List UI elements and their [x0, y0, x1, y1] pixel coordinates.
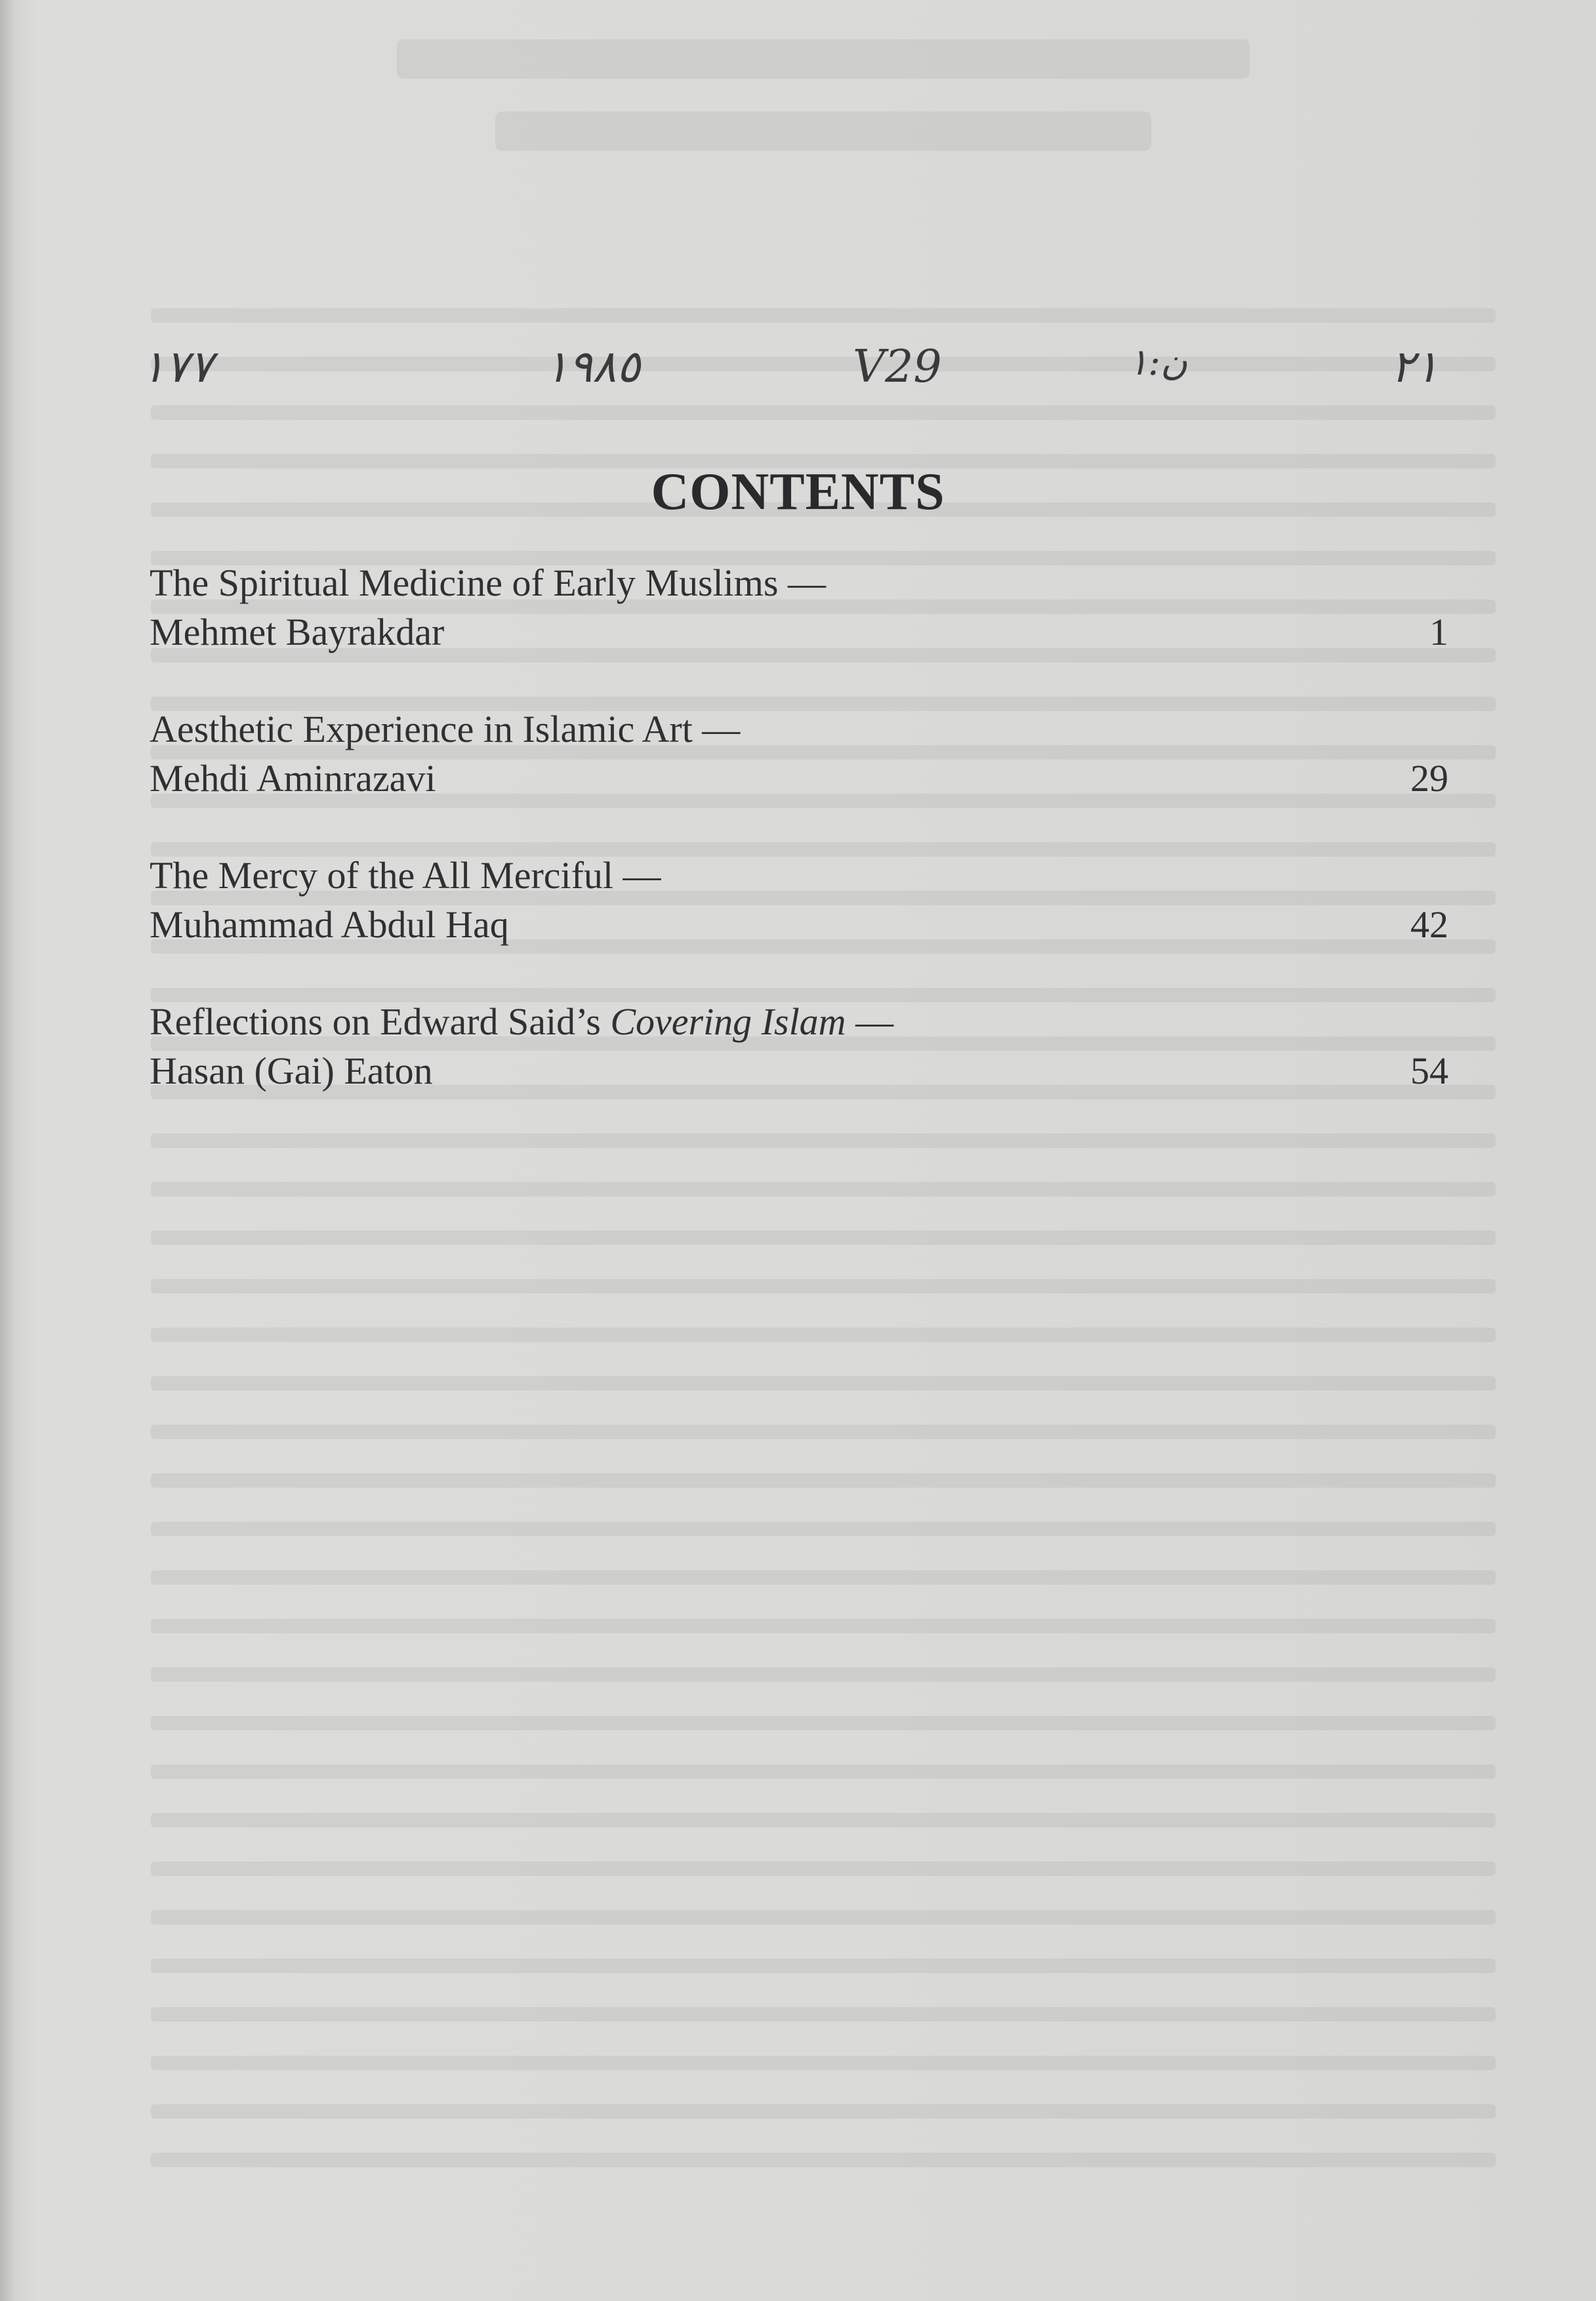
toc-entry	[150, 707, 1448, 853]
handwritten-note: ٢١	[1391, 341, 1439, 393]
toc-entry-title	[150, 853, 661, 897]
handwritten-note: ١٩٨٥	[544, 341, 641, 393]
title-text: Reflections on Edward Said’s	[150, 1000, 611, 1043]
show-through-text	[151, 39, 1496, 184]
toc-entry	[150, 853, 1448, 1000]
toc-entry-title	[150, 561, 826, 605]
handwritten-note: V29	[853, 341, 942, 393]
handwritten-annotation	[0, 341, 1596, 420]
table-of-contents	[150, 561, 1448, 1146]
toc-entry-page: 54	[1410, 1049, 1448, 1092]
title-text: Aesthetic Experience in Islamic Art —	[150, 708, 741, 750]
title-italic-text: Covering Islam	[610, 1000, 846, 1043]
handwritten-note: ن:١	[1128, 341, 1188, 384]
contents-heading: CONTENTS	[651, 463, 945, 521]
toc-entry-page: 42	[1410, 903, 1448, 946]
toc-entry-title	[150, 1000, 893, 1044]
toc-entry-page: 1	[1429, 611, 1448, 653]
title-text: The Mercy of the All Merciful —	[150, 854, 661, 897]
toc-entry-author: Muhammad Abdul Haq	[150, 903, 509, 946]
title-suffix-text: —	[846, 1000, 894, 1043]
toc-entry	[150, 561, 1448, 707]
toc-entry-page: 29	[1410, 757, 1448, 800]
toc-entry-author: Hasan (Gai) Eaton	[150, 1049, 433, 1092]
title-text: The Spiritual Medicine of Early Muslims —	[150, 561, 826, 604]
toc-entry	[150, 1000, 1448, 1146]
toc-entry-author: Mehmet Bayrakdar	[150, 611, 445, 653]
toc-entry-author: Mehdi Aminrazavi	[150, 757, 436, 800]
handwritten-note: ١٧٧	[141, 341, 213, 393]
toc-entry-title	[150, 707, 740, 751]
